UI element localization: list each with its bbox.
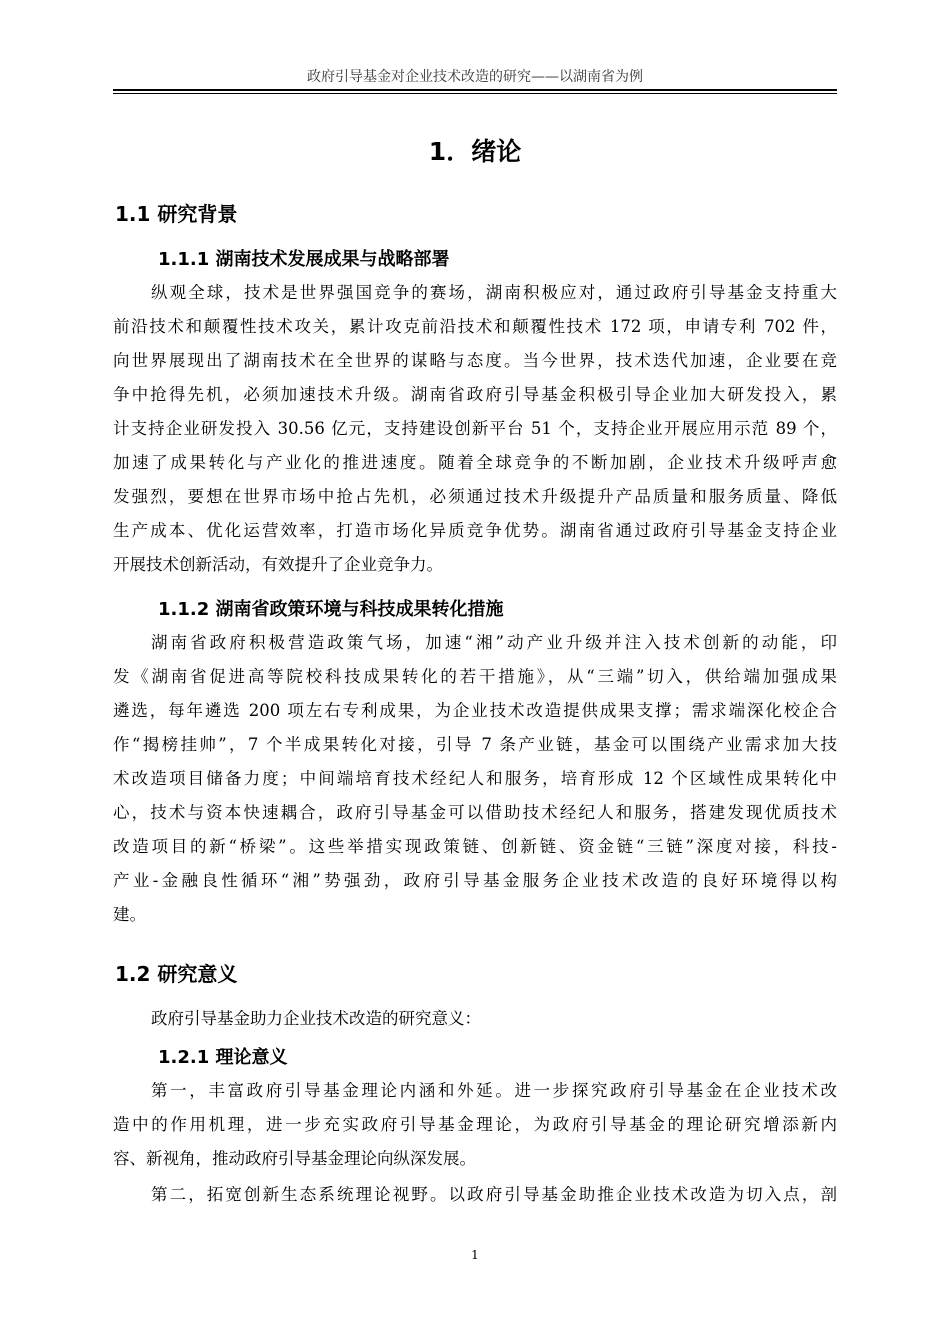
paragraph-line: 发强烈，要想在世界市场中抢占先机，必须通过技术升级提升产品质量和服务质量、降低	[113, 487, 837, 506]
subsection-heading-1-1-2: 1.1.2 湖南省政策环境与科技成果转化措施	[158, 599, 504, 620]
paragraph-line: 加速了成果转化与产业化的推进速度。随着全球竞争的不断加剧，企业技术升级呼声愈	[113, 453, 837, 472]
paragraph-line: 造中的作用机理，进一步充实政府引导基金理论，为政府引导基金的理论研究增添新内	[113, 1115, 837, 1134]
paragraph-line: 术改造项目储备力度；中间端培育技术经纪人和服务，培育形成 12 个区域性成果转化中	[113, 769, 837, 788]
paragraph-line: 建。	[113, 905, 146, 924]
subsection-heading-1-2-1: 1.2.1 理论意义	[158, 1047, 288, 1068]
paragraph-line: 发《湖南省促进高等院校科技成果转化的若干措施》，从“三端”切入，供给端加强成果	[113, 667, 837, 686]
paragraph-line: 计支持企业研发投入 30.56 亿元，支持建设创新平台 51 个，支持企业开展应用示范 89 个，	[113, 419, 837, 438]
paragraph-line: 前沿技术和颠覆性技术攻关，累计攻克前沿技术和颠覆性技术 172 项，申请专利 702 件，	[113, 317, 837, 336]
paragraph-line: 容、新视角，推动政府引导基金理论向纵深发展。	[113, 1149, 476, 1168]
section-heading-1-1: 1.1 研究背景	[115, 202, 238, 226]
paragraph-line: 遴选，每年遴选 200 项左右专利成果，为企业技术改造提供成果支撑；需求端深化校企合	[113, 701, 837, 720]
paragraph-line: 湖南省政府积极营造政策气场，加速“湘”动产业升级并注入技术创新的动能，印	[151, 633, 837, 652]
paragraph-line: 争中抢得先机，必须加速技术升级。湖南省政府引导基金积极引导企业加大研发投入，累	[113, 385, 837, 404]
paragraph-line: 心，技术与资本快速耦合，政府引导基金可以借助技术经纪人和服务，搭建发现优质技术	[113, 803, 837, 822]
paragraph-line: 纵观全球，技术是世界强国竞争的赛场，湖南积极应对，通过政府引导基金支持重大	[151, 283, 837, 302]
paragraph-1-2-1-first	[113, 1074, 837, 1176]
page-number: 1	[471, 1248, 479, 1262]
section-heading-1-2: 1.2 研究意义	[115, 962, 238, 986]
paragraph-line: 向世界展现出了湖南技术在全世界的谋略与态度。当今世界，技术迭代加速，企业要在竞	[113, 351, 837, 370]
paragraph-1-2-intro	[113, 1002, 837, 1036]
paragraph-1-2-1-second	[113, 1178, 837, 1212]
paragraph-line: 作“揭榜挂帅”，7 个半成果转化对接，引导 7 条产业链，基金可以围绕产业需求加大技	[113, 735, 837, 754]
paragraph-line: 第二，拓宽创新生态系统理论视野。以政府引导基金助推企业技术改造为切入点，剖	[151, 1185, 837, 1204]
paragraph-line: 政府引导基金助力企业技术改造的研究意义：	[151, 1009, 481, 1028]
header-rule-thin	[113, 93, 837, 94]
paragraph-line: 产业-金融良性循环“湘”势强劲，政府引导基金服务企业技术改造的良好环境得以构	[113, 871, 837, 890]
running-header: 政府引导基金对企业技术改造的研究——以湖南省为例	[307, 69, 643, 85]
chapter-title: 1．绪论	[428, 137, 522, 166]
paragraph-1-1-1	[113, 276, 837, 582]
paragraph-1-1-2	[113, 626, 837, 932]
header-rule-thick	[113, 89, 837, 91]
paragraph-line: 生产成本、优化运营效率，打造市场化异质竞争优势。湖南省通过政府引导基金支持企业	[113, 521, 837, 540]
paragraph-line: 改造项目的新“桥梁”。这些举措实现政策链、创新链、资金链“三链”深度对接，科技-	[113, 837, 837, 856]
paragraph-line: 第一，丰富政府引导基金理论内涵和外延。进一步探究政府引导基金在企业技术改	[151, 1081, 837, 1100]
subsection-heading-1-1-1: 1.1.1 湖南技术发展成果与战略部署	[158, 249, 450, 270]
paragraph-line: 开展技术创新活动，有效提升了企业竞争力。	[113, 555, 443, 574]
